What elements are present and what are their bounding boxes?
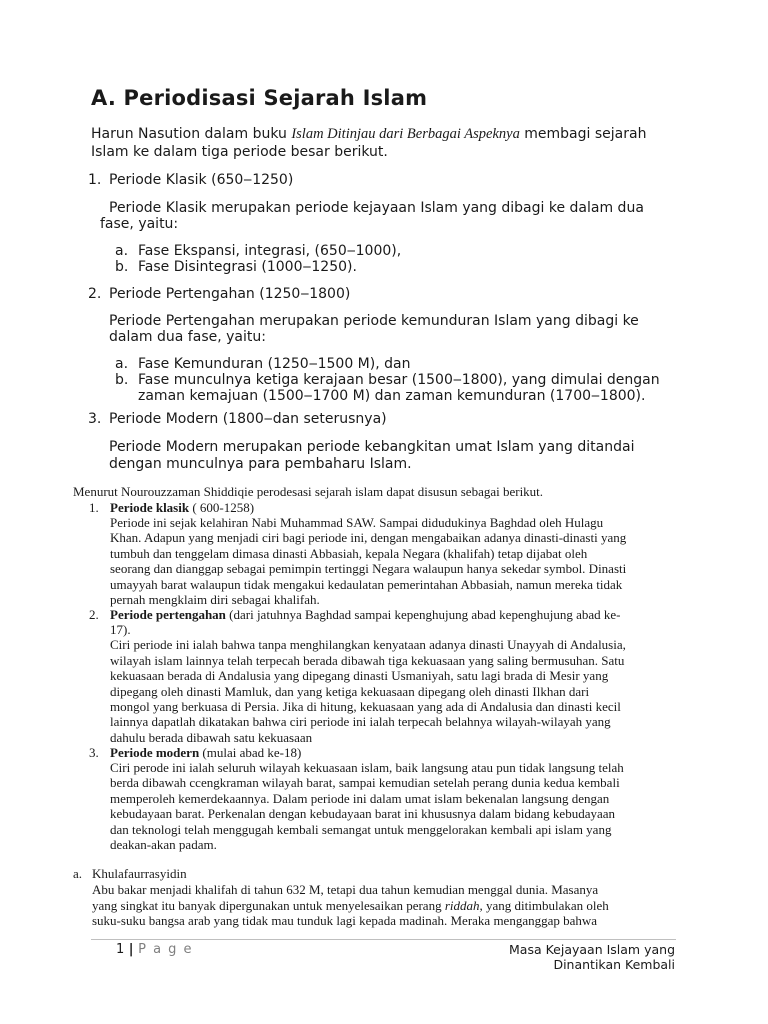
- footer-title-line: Dinantikan Kembali: [553, 957, 675, 972]
- period-body: [110, 515, 626, 607]
- body-line: Abu bakar menjadi khalifah di tahun 632 M, tetapi dua tahun kemudian menggal dunia. Masanya: [92, 882, 599, 897]
- body-line: 17).: [110, 622, 131, 637]
- italic-term: riddah,: [444, 898, 483, 913]
- body-line: suku-suku bangsa arab yang tidak mau tunduk lagi kepada madinah. Meraka menganggap bahwa: [92, 913, 598, 928]
- period-description-line: fase, yaitu:: [100, 216, 179, 232]
- list-number: 1.: [88, 172, 102, 188]
- body-line: kebudayaan barat. Perkenalan dengan kebudayaan barat ini khususnya dalam bidang kebudayaan: [110, 806, 616, 822]
- body-line: wilayah islam lainnya telah terpecah berada dibawah tiga kekuasaan yang saling bermusuhan. Satu: [110, 652, 625, 668]
- page-label: P a g e: [138, 942, 194, 957]
- body-line: dan teknologi telah menggugah kembali semangat untuk menggelorakan kembali api islam yang: [110, 821, 612, 837]
- period-title: Periode Klasik (650‒1250): [109, 172, 294, 188]
- body-line: deakan-akan padam.: [110, 837, 217, 853]
- body-line: tumbuh dan tenggelam dimasa dinasti Abbasiah, kepala Negara (khalifah) tetap dijabat oleh: [110, 545, 588, 561]
- footer-title: [509, 942, 675, 972]
- period-range: (mulai abad ke-18): [199, 745, 302, 760]
- body-line: memperoleh kemerdekaannya. Dalam periode ini dalam umat islam bekenalan langsung dengan: [110, 790, 610, 806]
- page-title: A. Periodisasi Sejarah Islam: [91, 86, 428, 110]
- phase-item-continued: zaman kemajuan (1500‒1700 M) dan zaman kemunduran (1700‒1800).: [138, 388, 646, 404]
- body-line: Khan. Adapun yang menjadi ciri bagi periode ini, dengan mengabaikan adanya dinasti-dinasti yang: [110, 530, 627, 546]
- book-title: Islam Ditinjau dari Berbagai Aspeknya: [291, 126, 520, 142]
- body-line: pernah mengklaim diri sebagai khalifah.: [110, 592, 320, 608]
- list-number: 2.: [89, 607, 99, 622]
- shiddiqie-intro: Menurut Nourouzzaman Shiddiqie perodesasi sejarah islam dapat disusun sebagai berikut.: [73, 484, 544, 499]
- body-line: seorang dan dianggap sebagai pemimpin tertinggi Negara walaupun hanya sekedar symbol. Dinasti: [110, 561, 627, 577]
- body-line: Ciri periode ini ialah bahwa tanpa menghilangkan kenyataan adanya dinasti Unayyah di Andalusia,: [110, 637, 626, 653]
- body-line: Ciri perode ini ialah seluruh wilayah kekuasaan islam, baik langsung atau pun tidak langsung telah: [110, 760, 624, 775]
- list-number: 2.: [88, 286, 102, 302]
- list-number: 3.: [89, 745, 99, 760]
- page-number-value: 1: [116, 942, 125, 957]
- period-body: [110, 622, 626, 745]
- phase-item: Fase munculnya ketiga kerajaan besar (1500‒1800), yang dimulai dengan: [138, 372, 660, 388]
- phase-item: Fase Disintegrasi (1000‒1250).: [138, 259, 357, 275]
- sublist-marker: b.: [115, 372, 129, 388]
- body-line: umayyah barat walaupun tidak mengakui kedaulatan pemerintahan Abbasiah, namun mereka tidak: [110, 576, 623, 592]
- list-number: 1.: [89, 500, 99, 515]
- phase-item: Fase Kemunduran (1250‒1500 M), dan: [138, 356, 411, 372]
- footer-title-line: Masa Kejayaan Islam yang: [509, 942, 675, 957]
- intro-paragraph: [91, 125, 671, 161]
- section-heading: Khulafaurrasyidin: [92, 866, 187, 881]
- period-heading: Periode pertengahan: [110, 607, 226, 622]
- body-line: Periode ini sejak kelahiran Nabi Muhammad SAW. Sampai didudukinya Baghdad oleh Hulagu: [110, 515, 604, 530]
- body-text: yang singkat itu banyak dipergunakan untuk menyelesaikan perang: [92, 898, 445, 913]
- period-title: Periode Pertengahan (1250‒1800): [109, 286, 351, 302]
- body-line: [92, 898, 609, 913]
- footer-divider: [91, 939, 676, 940]
- period-description-line: dalam dua fase, yaitu:: [109, 329, 266, 345]
- body-line: lainnya dapatlah dikatakan bahwa ciri periode ini ialah terpecah belahnya wilayah-wilayah yang: [110, 714, 611, 730]
- period-heading: Periode klasik: [110, 500, 190, 515]
- period-range: ( 600-1258): [189, 500, 255, 515]
- period-description-line: dengan munculnya para pembaharu Islam.: [109, 456, 412, 472]
- sublist-marker: a.: [115, 356, 129, 372]
- section-marker: a.: [73, 866, 83, 881]
- intro-text-before: Harun Nasution dalam buku: [91, 126, 292, 142]
- page-separator: |: [124, 942, 139, 957]
- page-number: [116, 942, 193, 957]
- period-description-line: Periode Pertengahan merupakan periode kemunduran Islam yang dibagi ke: [109, 313, 639, 329]
- period-heading: Periode modern: [110, 745, 200, 760]
- body-line: dahulu berada dibawah satu kekuasaan: [110, 729, 313, 745]
- body-line: kekuasaan berada di Andalusia yang dipegang dinasti Usmaniyah, satu lagi brada di Mesir yang: [110, 668, 609, 684]
- body-text: yang ditimbulakan oleh: [482, 898, 609, 913]
- sublist-marker: b.: [115, 259, 129, 275]
- intro-text-after: membagi sejarah Islam ke dalam tiga periode besar berikut.: [91, 126, 647, 160]
- body-line: mongol yang berkuasa di Persia. Jika di hitung, kekuasaan yang ada di Andalusia dan dinasti kecil: [110, 699, 621, 715]
- period-description-line: Periode Klasik merupakan periode kejayaan Islam yang dibagi ke dalam dua: [109, 200, 644, 216]
- phase-item: Fase Ekspansi, integrasi, (650‒1000),: [138, 243, 402, 259]
- period-body: [110, 760, 624, 852]
- period-range: (dari jatuhnya Baghdad sampai kepenghujung abad kepenghujung abad ke-: [225, 607, 621, 622]
- list-number: 3.: [88, 411, 102, 427]
- sublist-marker: a.: [115, 243, 129, 259]
- body-line: dipegang oleh dinasti Mamluk, dan yang ketiga kekuasaan dipegang oleh dinasti Ilkhan dari: [110, 683, 590, 699]
- period-description-line: Periode Modern merupakan periode kebangkitan umat Islam yang ditandai: [109, 439, 635, 455]
- body-line: berda dibawah ccengkraman wilayah barat, sampai kemudian setelah perang dunia kedua kembali: [110, 775, 620, 791]
- period-title: Periode Modern (1800‒dan seterusnya): [109, 411, 387, 427]
